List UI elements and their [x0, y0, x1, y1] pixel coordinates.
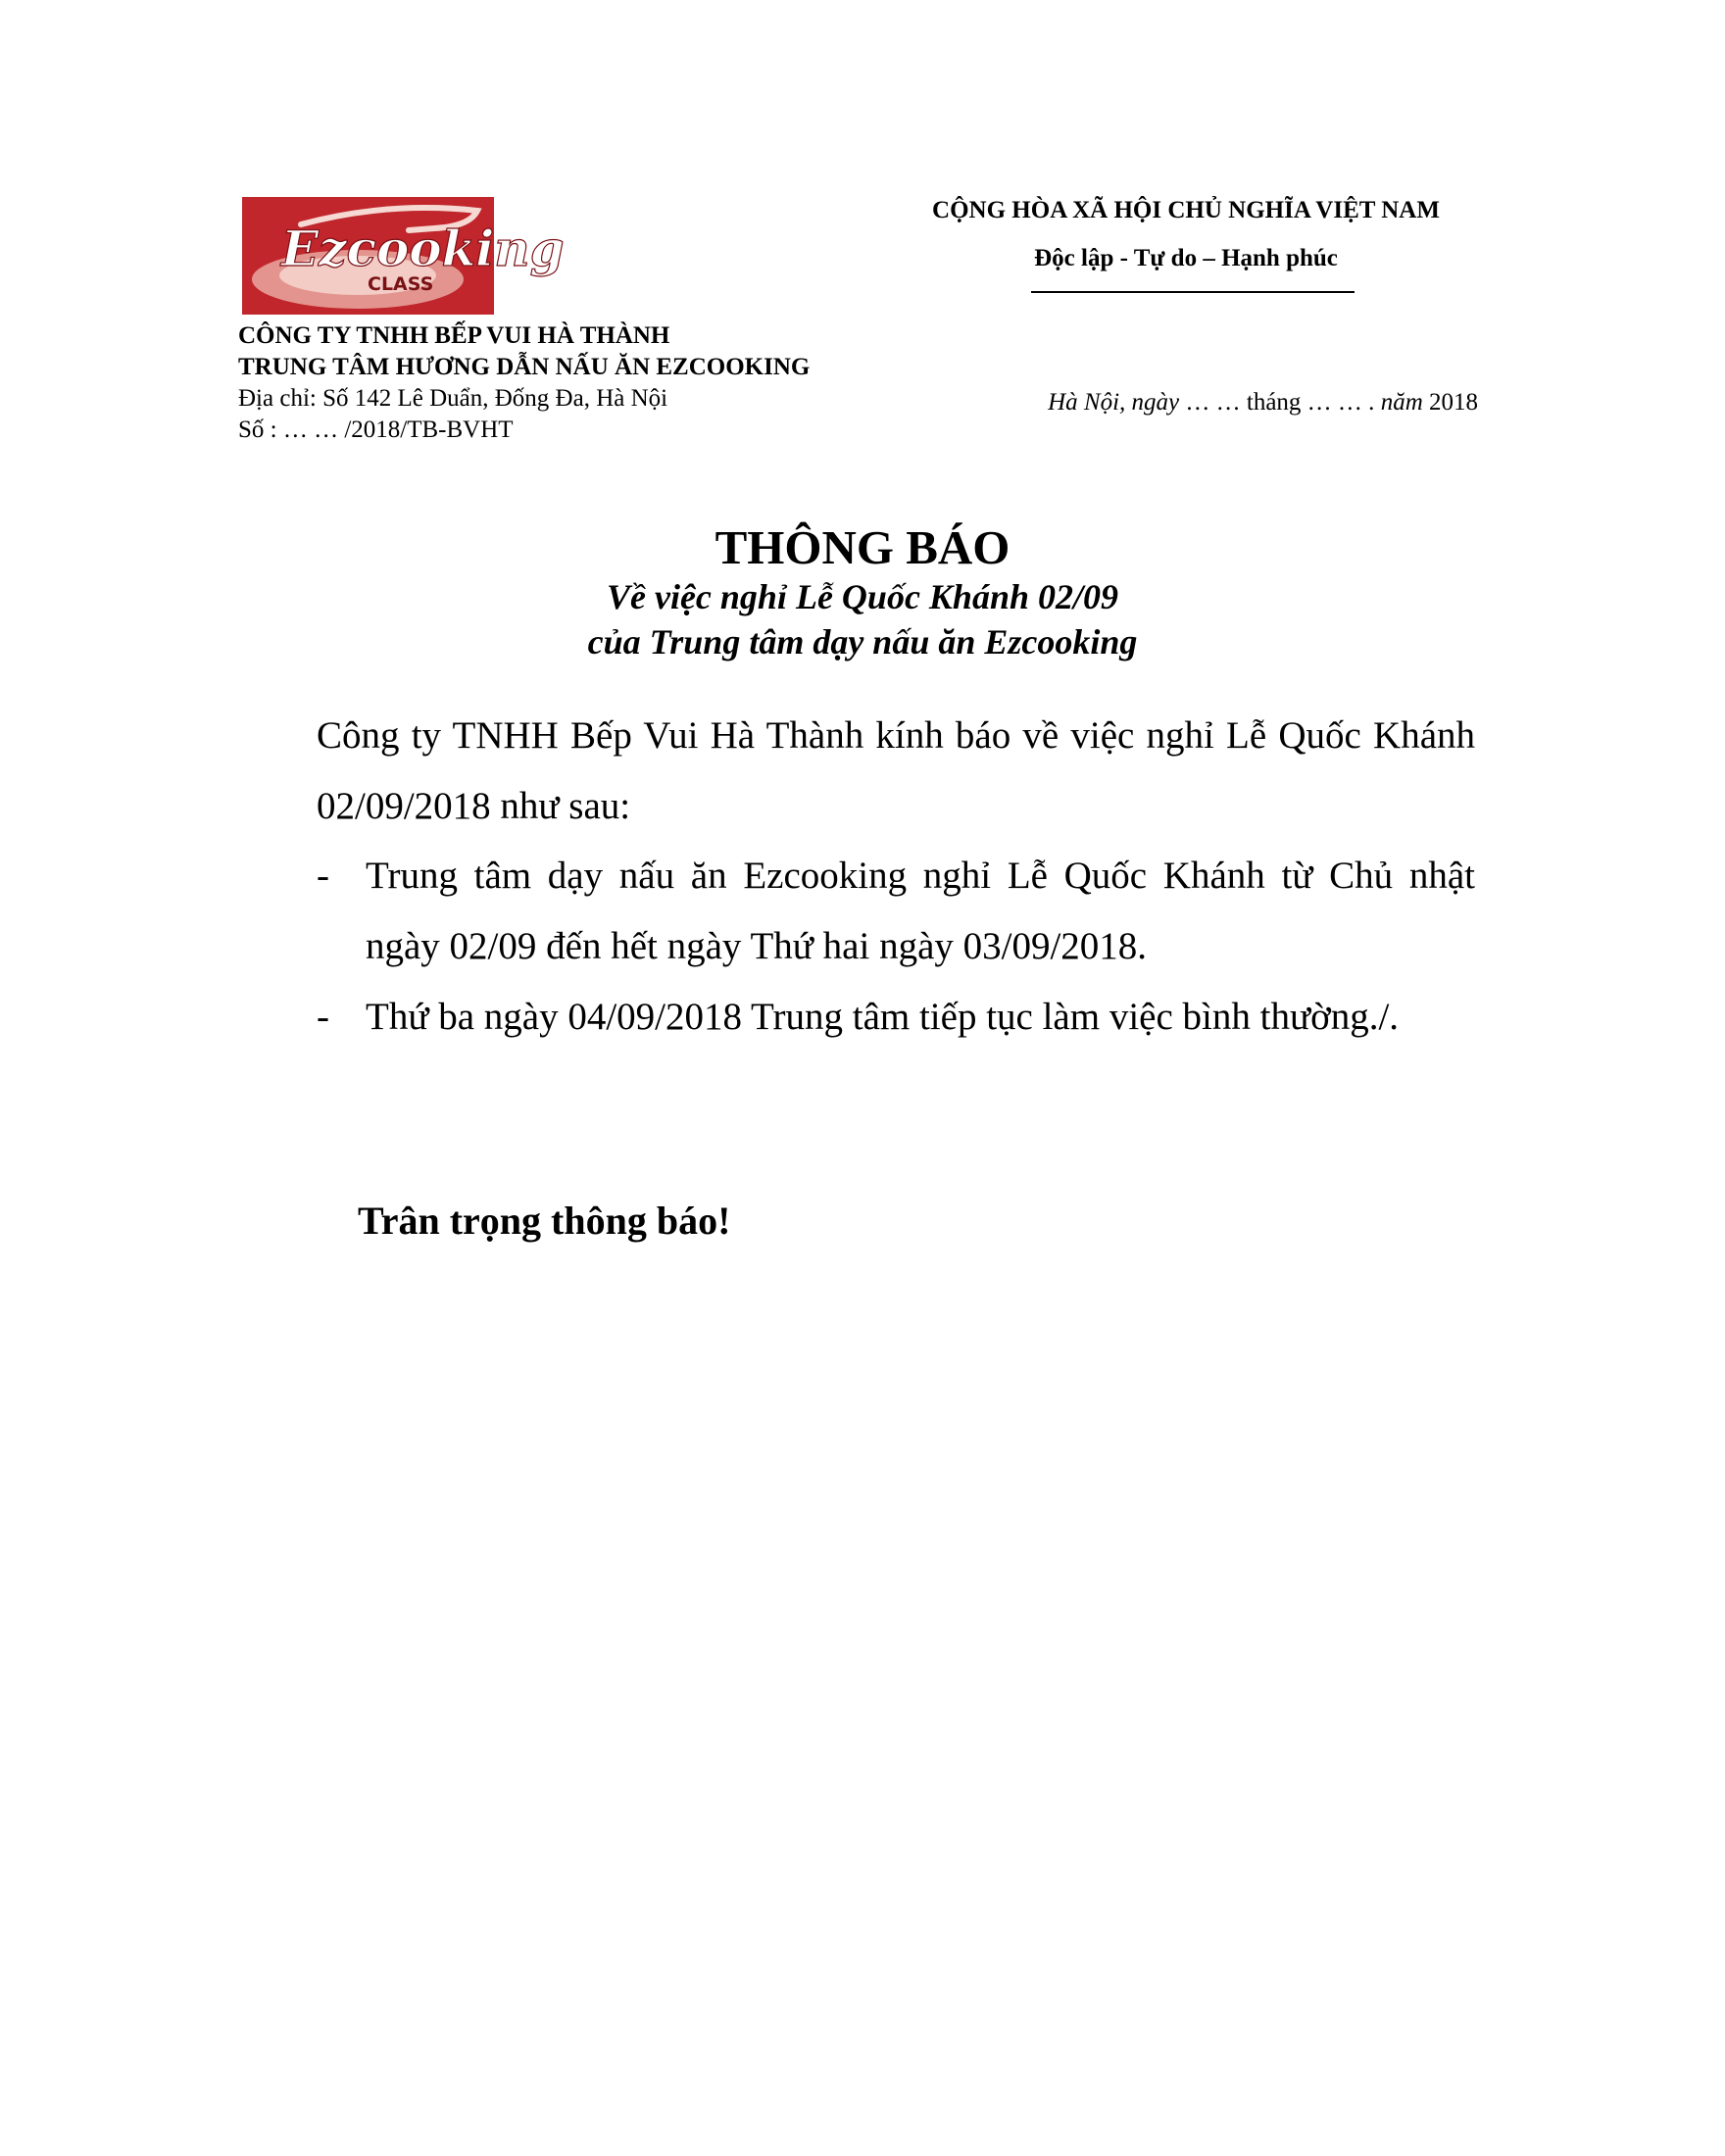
- svg-text:CLASS: CLASS: [368, 273, 434, 295]
- list-item: [317, 982, 1475, 1053]
- date-line: [1048, 389, 1478, 416]
- title-subject-line-1: Về việc nghỉ Lễ Quốc Khánh 02/09: [606, 577, 1119, 616]
- date-year: 2018: [1422, 389, 1478, 416]
- bullet-text: Thứ ba ngày 04/09/2018 Trung tâm tiếp tục làm việc bình thường./.: [366, 996, 1400, 1038]
- national-motto: Độc lập - Tự do – Hạnh phúc: [1034, 245, 1338, 271]
- title-subject-line-2: của Trung tâm dạy nấu ăn Ezcooking: [587, 622, 1138, 662]
- intro-paragraph: Công ty TNHH Bếp Vui Hà Thành kính báo về việc nghỉ Lễ Quốc Khánh 02/09/2018 như sau:: [317, 714, 1475, 827]
- center-name: TRUNG TÂM HƯƠNG DẪN NẤU ĂN EZCOOKING: [238, 354, 811, 380]
- company-name: CÔNG TY TNHH BẾP VUI HÀ THÀNH: [238, 322, 670, 349]
- company-address: Địa chỉ: Số 142 Lê Duẩn, Đống Đa, Hà Nội: [238, 385, 668, 412]
- page-title: THÔNG BÁO: [715, 520, 1010, 574]
- list-item: [317, 841, 1475, 982]
- date-blanks: … … tháng … … .: [1179, 389, 1375, 416]
- svg-text:Ezcooking: Ezcooking: [281, 220, 565, 277]
- motto-underline: [1031, 291, 1355, 293]
- bullet-dash: -: [317, 855, 329, 897]
- bullet-text: Trung tâm dạy nấu ăn Ezcooking nghỉ Lễ Quốc Khánh từ Chủ nhật ngày 02/09 đến hết ngày Thứ hai ngày 03/09/2018.: [366, 855, 1475, 967]
- document-number: Số : … … /2018/TB-BVHT: [238, 416, 514, 443]
- national-title: CỘNG HÒA XÃ HỘI CHỦ NGHĨA VIỆT NAM: [932, 197, 1440, 223]
- date-place: Hà Nội, ngày: [1048, 389, 1180, 416]
- bullet-dash: -: [317, 996, 329, 1038]
- closing-line: Trân trọng thông báo!: [358, 1199, 731, 1243]
- date-year-word: năm: [1380, 389, 1423, 416]
- ezcooking-class-logo: [242, 197, 565, 315]
